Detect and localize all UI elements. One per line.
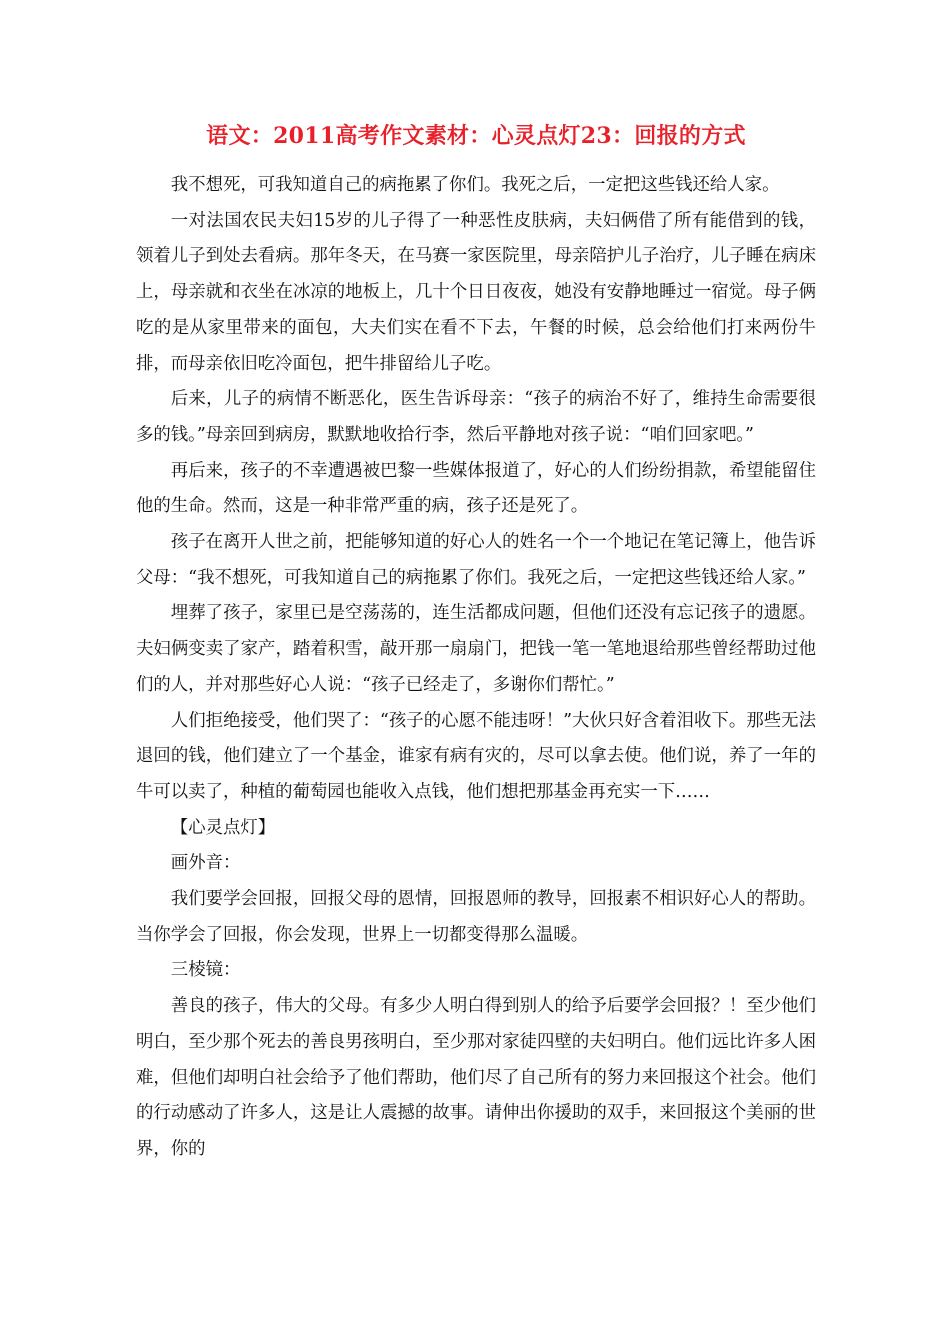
paragraph-notebook: 孩子在离开人世之前，把能够知道的好心人的姓名一个一个地记在笔记簿上，他告诉父母：“我不想死，可我知道自己的病拖累了你们。我死之后，一定把这些钱还给人家。” xyxy=(136,532,816,588)
section-label-huawaiyin: 画外音： xyxy=(170,853,241,874)
paragraph-huawaiyin: 我们要学会回报，回报父母的恩情，回报恩师的教导，回报素不相识好心人的帮助。当你学会了回报，你会发现，世界上一切都变得那么温暖。 xyxy=(136,889,816,945)
paragraph-diagnosis: 后来，儿子的病情不断恶化，医生告诉母亲：“孩子的病治不好了，维持生命需要很多的钱。”母亲回到病房，默默地收拾行李，然后平静地对孩子说：“咱们回家吧。” xyxy=(136,389,816,445)
paragraph-donations: 再后来，孩子的不幸遭遇被巴黎一些媒体报道了，好心的人们纷纷捐款，希望能留住他的生命。然而，这是一种非常严重的病，孩子还是死了。 xyxy=(136,460,816,517)
section-label-sanlengjing: 三棱镜： xyxy=(170,960,241,981)
document-title: 语文：2011高考作文素材：心灵点灯23：回报的方式 xyxy=(206,123,746,149)
paragraph-sanlengjing: 善良的孩子，伟大的父母。有多少人明白得到别人的给予后要学会回报？！至少他们明白，至少那个死去的善良男孩明白，至少那对家徒四壁的夫妇明白。他们远比许多人困难，但他们却明白社会给予了他们帮助，他们尽了自己所有的努力来回报这个社会。他们的行动感动了许多人，这是让人震撼的故事。请伸出你援助的双手，来回报这个美丽的世界，你的 xyxy=(136,996,816,1159)
document-page xyxy=(136,118,816,1168)
section-heading-xinlingdiandeng: 【心灵点灯】 xyxy=(170,817,276,838)
paragraph-opening-quote: 我不想死，可我知道自己的病拖累了你们。我死之后，一定把这些钱还给人家。 xyxy=(170,175,780,195)
paragraph-repayment: 埋葬了孩子，家里已是空荡荡的，连生活都成问题，但他们还没有忘记孩子的遗愿。夫妇俩变卖了家产，踏着积雪，敲开那一扇扇门，把钱一笔一笔地退给那些曾经帮助过他们的人，并对那些好心人说：“孩子已经走了，多谢你们帮忙。” xyxy=(136,603,816,695)
paragraph-fund: 人们拒绝接受，他们哭了：“孩子的心愿不能违呀！”大伙只好含着泪收下。那些无法退回的钱，他们建立了一个基金，谁家有病有灾的，尽可以拿去使。他们说，养了一年的牛可以卖了，种植的葡萄园也能收入点钱，他们想把那基金再充实一下…… xyxy=(136,710,816,802)
paragraph-story-intro: 一对法国农民夫妇15岁的儿子得了一种恶性皮肤病，夫妇俩借了所有能借到的钱，领着儿子到处去看病。那年冬天，在马赛一家医院里，母亲陪护儿子治疗，儿子睡在病床上，母亲就和衣坐在冰凉的地板上，几十个日日夜夜，她没有安静地睡过一宿觉。母子俩吃的是从家里带来的面包，大夫们实在看不下去，午餐的时候，总会给他们打来两份牛排，而母亲依旧吃冷面包，把牛排留给儿子吃。 xyxy=(136,210,816,374)
